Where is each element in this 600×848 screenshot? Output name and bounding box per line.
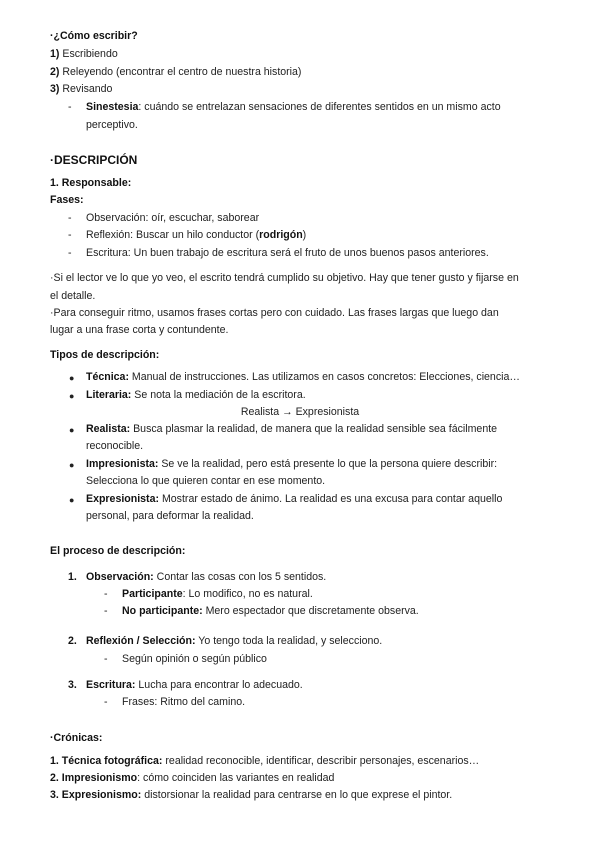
bullet-marker: ● <box>69 425 75 435</box>
fase-observacion: Observación: oír, escuchar, saborear <box>86 212 260 224</box>
type-literaria: Literaria: Se nota la mediación de la escritora. <box>86 389 306 401</box>
type-expresionista-cont: personal, para deformar la realidad. <box>86 510 254 522</box>
paragraph-ritmo-2: lugar a una frase corta y contundente. <box>50 324 229 336</box>
dash-marker: - <box>68 101 72 113</box>
dash-marker: - <box>104 588 108 600</box>
fase-reflexion: Reflexión: Buscar un hilo conductor (rodrigón) <box>86 229 307 241</box>
type-expresionista: Expresionista: Mostrar estado de ánimo. La realidad es una excusa para contar aquello <box>86 493 503 505</box>
cronicas-title: ·Crónicas: <box>50 732 103 744</box>
types-title: Tipos de descripción: <box>50 349 160 361</box>
process-step-3-sub: Frases: Ritmo del camino. <box>122 696 246 708</box>
paragraph-lector-1: ·Si el lector ve lo que yo veo, el escrito tendrá cumplido su objetivo. Hay que tener gusto y fijarse en <box>50 272 519 284</box>
how-to-write-title: ·¿Cómo escribir? <box>50 30 138 42</box>
cronica-item-1: 1. Técnica fotográfica: realidad reconocible, identificar, describir personajes, escenarios… <box>50 755 480 767</box>
dash-marker: - <box>104 696 108 708</box>
type-impresionista-cont: Selecciona lo que quieren contar en ese momento. <box>86 475 326 487</box>
bullet-marker: ● <box>69 495 75 505</box>
dash-marker: - <box>68 247 72 259</box>
dash-marker: - <box>104 653 108 665</box>
how-step-2: 2) Releyendo (encontrar el centro de nuestra historia) <box>50 66 302 78</box>
process-title: El proceso de descripción: <box>50 545 186 557</box>
process-participante: Participante: Lo modifico, no es natural. <box>122 588 313 600</box>
how-step-3: 3) Revisando <box>50 83 113 95</box>
process-step-2: Reflexión / Selección: Yo tengo toda la realidad, y selecciono. <box>86 635 383 647</box>
dash-marker: - <box>68 229 72 241</box>
dash-marker: - <box>68 212 72 224</box>
sinestesia-line-1: Sinestesia: cuándo se entrelazan sensaciones de diferentes sentidos en un mismo acto <box>86 101 501 113</box>
paragraph-lector-2: el detalle. <box>50 290 96 302</box>
process-step-3-number: 3. <box>68 679 77 691</box>
type-impresionista: Impresionista: Se ve la realidad, pero está presente lo que la persona quiere describir: <box>86 458 498 470</box>
process-step-1-number: 1. <box>68 571 77 583</box>
bullet-marker: ● <box>69 460 75 470</box>
process-step-3: Escritura: Lucha para encontrar lo adecuado. <box>86 679 303 691</box>
sinestesia-line-2: perceptivo. <box>86 119 138 131</box>
process-no-participante: No participante: Mero espectador que discretamente observa. <box>122 605 419 617</box>
cronica-item-3: 3. Expresionismo: distorsionar la realidad para centrarse en lo que exprese el pintor. <box>50 789 453 801</box>
type-realista: Realista: Busca plasmar la realidad, de manera que la realidad sensible sea fácilmente <box>86 423 498 435</box>
fases-label: Fases: <box>50 194 84 206</box>
process-step-2-sub: Según opinión o según público <box>122 653 267 665</box>
fase-escritura: Escritura: Un buen trabajo de escritura será el fruto de unos buenos pasos anteriores. <box>86 247 489 259</box>
process-step-1: Observación: Contar las cosas con los 5 sentidos. <box>86 571 327 583</box>
bullet-marker: ● <box>69 391 75 401</box>
type-realista-cont: reconocible. <box>86 440 144 452</box>
realista-expresionista-line: Realista → Expresionista <box>240 406 360 418</box>
bullet-marker: ● <box>69 373 75 383</box>
how-step-1: 1) Escribiendo <box>50 48 118 60</box>
dash-marker: - <box>104 605 108 617</box>
responsable-label: 1. Responsable: <box>50 177 132 189</box>
type-tecnica: Técnica: Manual de instrucciones. Las utilizamos en casos concretos: Elecciones, ciencia… <box>86 371 520 383</box>
description-title: ·DESCRIPCIÓN <box>50 153 138 167</box>
process-step-2-number: 2. <box>68 635 77 647</box>
paragraph-ritmo-1: ·Para conseguir ritmo, usamos frases cortas pero con cuidado. Las frases largas que luego dan <box>50 307 499 319</box>
cronica-item-2: 2. Impresionismo: cómo coinciden las variantes en realidad <box>50 772 335 784</box>
